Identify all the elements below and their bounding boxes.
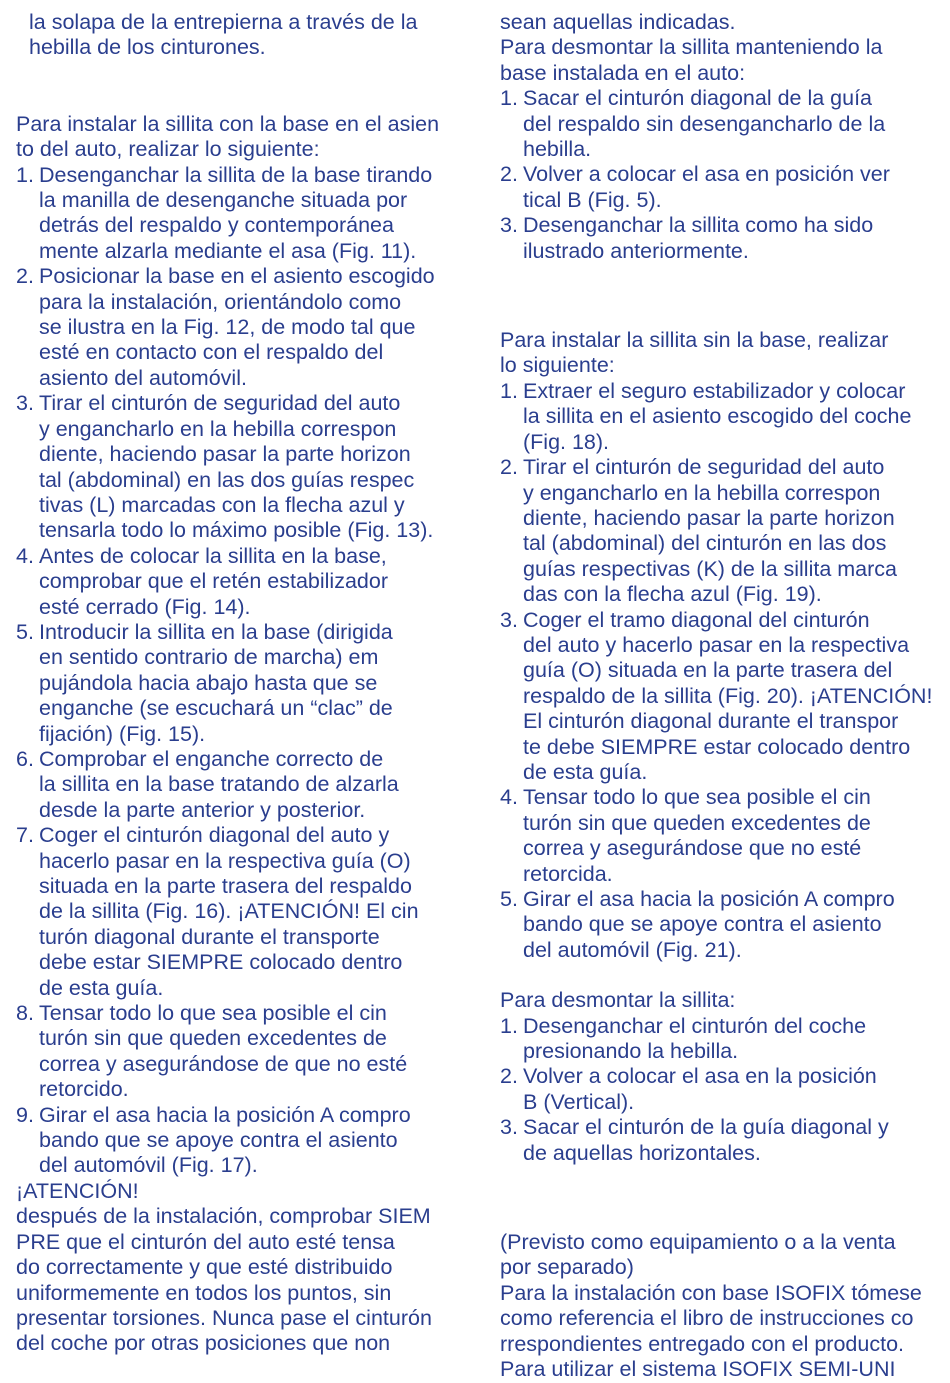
list-item: [16, 747, 454, 823]
text-line: por separado): [500, 1255, 634, 1280]
text-line: turón sin que queden excedentes de: [523, 810, 871, 835]
list-item: [500, 1115, 938, 1166]
text-line: del auto y hacerlo pasar en la respectiva: [523, 632, 910, 657]
text-line: Para instalar la sillita con la base en el asien: [16, 111, 440, 136]
text-line: Para utilizar el sistema ISOFIX SEMI-UNI: [500, 1357, 896, 1382]
text-line: correa y asegurándose de que no esté: [39, 1051, 408, 1076]
remove-title: Para desmontar la sillita:: [500, 988, 736, 1013]
text-line: Para desmontar la sillita manteniendo la: [500, 35, 883, 60]
text-line: PRE que el cinturón del auto esté tensa: [16, 1229, 395, 1254]
text-line: del automóvil (Fig. 21).: [523, 937, 742, 962]
step-number: 1.: [500, 1013, 518, 1038]
text-line: Antes de colocar la sillita en la base,: [39, 543, 387, 568]
text-line: Sacar el cinturón de la guía diagonal y: [523, 1115, 889, 1140]
step-number: 3.: [500, 213, 518, 238]
text-line: tical B (Fig. 5).: [523, 187, 662, 212]
text-line: Girar el asa hacia la posición A compro: [523, 887, 895, 911]
text-line: correa y asegurándose que no esté: [523, 836, 862, 861]
text-line: do correctamente y que esté distribuido: [16, 1255, 393, 1280]
text-line: Girar el asa hacia la posición A compro: [39, 1102, 411, 1127]
text-line: tivas (L) marcadas con la flecha azul y: [39, 492, 405, 517]
list-item: [16, 163, 454, 265]
text-line: desde la parte anterior y posterior.: [39, 797, 366, 822]
text-line: del respaldo sin desengancharlo de la: [523, 111, 886, 136]
list-item: [16, 1103, 454, 1179]
text-line: Desenganchar la sillita como ha sido: [523, 213, 874, 238]
text-line: y engancharlo en la hebilla correspon: [523, 480, 881, 505]
text-line: (Fig. 18).: [523, 429, 610, 454]
text-line: B (Vertical).: [523, 1089, 635, 1114]
text-line: la solapa de la entrepierna a través de la: [29, 10, 418, 34]
text-line: en sentido contrario de marcha) em: [39, 645, 379, 670]
intro-continued: [16, 10, 454, 61]
text-line: esté cerrado (Fig. 14).: [39, 594, 251, 619]
list-item: [16, 1001, 454, 1103]
list-item: [500, 887, 938, 963]
text-line: asiento del automóvil.: [39, 365, 247, 390]
text-line: Coger el cinturón diagonal del auto y: [39, 823, 390, 848]
text-line: Comprobar el enganche correcto de: [39, 746, 384, 771]
text-line: das con la flecha azul (Fig. 19).: [523, 582, 822, 607]
step-number: 1.: [16, 162, 34, 187]
text-line: detrás del respaldo y contemporánea: [39, 213, 394, 238]
remove-keep-base-title: [500, 35, 938, 86]
text-line: retorcida.: [523, 861, 613, 886]
text-line: Tirar el cinturón de seguridad del auto: [523, 455, 885, 480]
step-number: 3.: [16, 391, 34, 416]
step-number: 4.: [500, 785, 518, 810]
text-line: Para la instalación con base ISOFIX tómese: [500, 1280, 922, 1305]
text-line: la sillita en la base tratando de alzarla: [39, 772, 399, 797]
text-line: hebilla.: [523, 137, 592, 162]
text-line: de aquellas horizontales.: [523, 1140, 761, 1165]
install-without-base-steps: [500, 379, 938, 963]
text-line: te debe SIEMPRE estar colocado dentro: [523, 734, 911, 759]
text-line: Tirar el cinturón de seguridad del auto: [39, 391, 401, 416]
text-line: Introducir la sillita en la base (dirigida: [39, 619, 393, 644]
text-line: Para instalar la sillita sin la base, realizar: [500, 328, 889, 353]
isofix-text: [500, 1230, 938, 1382]
list-item: [16, 264, 454, 391]
step-number: 6.: [16, 746, 34, 771]
text-line: de esta guía.: [39, 975, 164, 1000]
text-line: tal (abdominal) en las dos guías respec: [39, 467, 415, 492]
step-number: 2.: [500, 1064, 518, 1089]
text-line: sean aquellas indicadas.: [500, 10, 736, 34]
continued-text: [500, 10, 938, 35]
text-line: turón sin que queden excedentes de: [39, 1026, 387, 1051]
text-line: bando que se apoye contra el asiento: [523, 912, 882, 937]
text-line: tensarla todo lo máximo posible (Fig. 13).: [39, 518, 434, 543]
text-line: de esta guía.: [523, 759, 648, 784]
text-line: (Previsto como equipamiento o a la venta: [500, 1230, 896, 1255]
text-line: comprobar que el retén estabilizador: [39, 569, 388, 594]
text-line: y engancharlo en la hebilla correspon: [39, 416, 397, 441]
list-item: [16, 620, 454, 747]
step-number: 8.: [16, 1001, 34, 1026]
text-line: del coche por otras posiciones que non: [16, 1331, 391, 1356]
text-line: retorcido.: [39, 1077, 129, 1102]
text-line: ilustrado anteriormente.: [523, 238, 749, 263]
list-item: [500, 86, 938, 162]
text-line: se ilustra en la Fig. 12, de modo tal que: [39, 315, 416, 340]
list-item: [16, 544, 454, 620]
text-line: para la instalación, orientándolo como: [39, 289, 402, 314]
step-number: 2.: [16, 264, 34, 289]
text-line: Tensar todo lo que sea posible el cin: [39, 1001, 387, 1026]
text-line: la manilla de desenganche situada por: [39, 188, 408, 213]
step-number: 4.: [16, 543, 34, 568]
text-line: turón diagonal durante el transporte: [39, 924, 380, 949]
text-line: to del auto, realizar lo siguiente:: [16, 137, 320, 162]
list-item: [500, 1014, 938, 1065]
text-line: como referencia el libro de instrucciones co: [500, 1306, 914, 1331]
text-line: fijación) (Fig. 15).: [39, 721, 206, 746]
text-line: guías respectivas (K) de la sillita marca: [523, 556, 898, 581]
list-item: [16, 391, 454, 543]
text-line: guía (O) situada en la parte trasera del: [523, 658, 893, 683]
text-line: base instalada en el auto:: [500, 60, 746, 85]
text-line: enganche (se escuchará un “clac” de: [39, 696, 393, 721]
text-line: Coger el tramo diagonal del cinturón: [523, 607, 870, 632]
text-line: presentar torsiones. Nunca pase el cinturón: [16, 1305, 432, 1330]
step-number: 7.: [16, 823, 34, 848]
text-line: Desenganchar la sillita de la base tirando: [39, 162, 433, 187]
text-line: rrespondientes entregado con el producto.: [500, 1331, 904, 1356]
text-line: hacerlo pasar en la respectiva guía (O): [39, 848, 411, 873]
list-item: [500, 162, 938, 213]
text-line: Volver a colocar el asa en posición ver: [523, 162, 890, 187]
remove-keep-base-steps: [500, 86, 938, 264]
step-number: 5.: [16, 619, 34, 644]
step-number: 2.: [500, 455, 518, 480]
text-line: lo siguiente:: [500, 353, 615, 378]
step-number: 1.: [500, 378, 518, 403]
step-number: 3.: [500, 1115, 518, 1140]
right-column: [500, 10, 938, 1383]
text-line: diente, haciendo pasar la parte horizon: [523, 505, 895, 530]
text-line: tal (abdominal) del cinturón en las dos: [523, 531, 887, 556]
step-number: 2.: [500, 162, 518, 187]
list-item: [500, 213, 938, 264]
text-line: debe estar SIEMPRE colocado dentro: [39, 950, 403, 975]
list-item: [16, 823, 454, 1001]
text-line: la sillita en el asiento escogido del coche: [523, 404, 912, 429]
text-line: diente, haciendo pasar la parte horizon: [39, 442, 411, 467]
list-item: [500, 1064, 938, 1115]
step-number: 1.: [500, 86, 518, 111]
install-with-base-title: [16, 112, 454, 163]
list-item: [500, 379, 938, 455]
text-line: pujándola hacia abajo hasta que se: [39, 670, 378, 695]
warning-text: [16, 1204, 454, 1356]
install-without-base-title: [500, 328, 938, 379]
text-line: Extraer el seguro estabilizador y colocar: [523, 378, 906, 403]
text-line: Volver a colocar el asa en la posición: [523, 1064, 877, 1089]
warning-title: ¡ATENCIÓN!: [16, 1178, 139, 1203]
text-line: El cinturón diagonal durante el transpor: [523, 709, 899, 734]
text-line: presionando la hebilla.: [523, 1039, 739, 1064]
text-line: mente alzarla mediante el asa (Fig. 11).: [39, 238, 417, 263]
text-line: situada en la parte trasera del respaldo: [39, 874, 412, 898]
text-line: de la sillita (Fig. 16). ¡ATENCIÓN! El cin: [39, 899, 419, 924]
text-line: bando que se apoye contra el asiento: [39, 1128, 398, 1153]
text-line: Sacar el cinturón diagonal de la guía: [523, 86, 873, 111]
text-line: después de la instalación, comprobar SIEM: [16, 1204, 431, 1229]
step-number: 5.: [500, 887, 518, 911]
remove-steps: [500, 1014, 938, 1166]
text-line: Posicionar la base en el asiento escogido: [39, 264, 435, 289]
text-line: esté en contacto con el respaldo del: [39, 340, 384, 365]
install-with-base-steps: [16, 163, 454, 1179]
left-column: [16, 10, 454, 1357]
text-line: uniformemente en todos los puntos, sin: [16, 1280, 392, 1305]
text-line: del automóvil (Fig. 17).: [39, 1153, 258, 1178]
list-item: [500, 785, 938, 887]
text-line: hebilla de los cinturones.: [29, 35, 266, 60]
text-line: Tensar todo lo que sea posible el cin: [523, 785, 871, 810]
text-line: respaldo de la sillita (Fig. 20). ¡ATENCIÓN!: [523, 683, 933, 708]
step-number: 3.: [500, 607, 518, 632]
step-number: 9.: [16, 1102, 34, 1127]
list-item: [500, 608, 938, 786]
list-item: [500, 455, 938, 607]
text-line: Desenganchar el cinturón del coche: [523, 1013, 867, 1038]
